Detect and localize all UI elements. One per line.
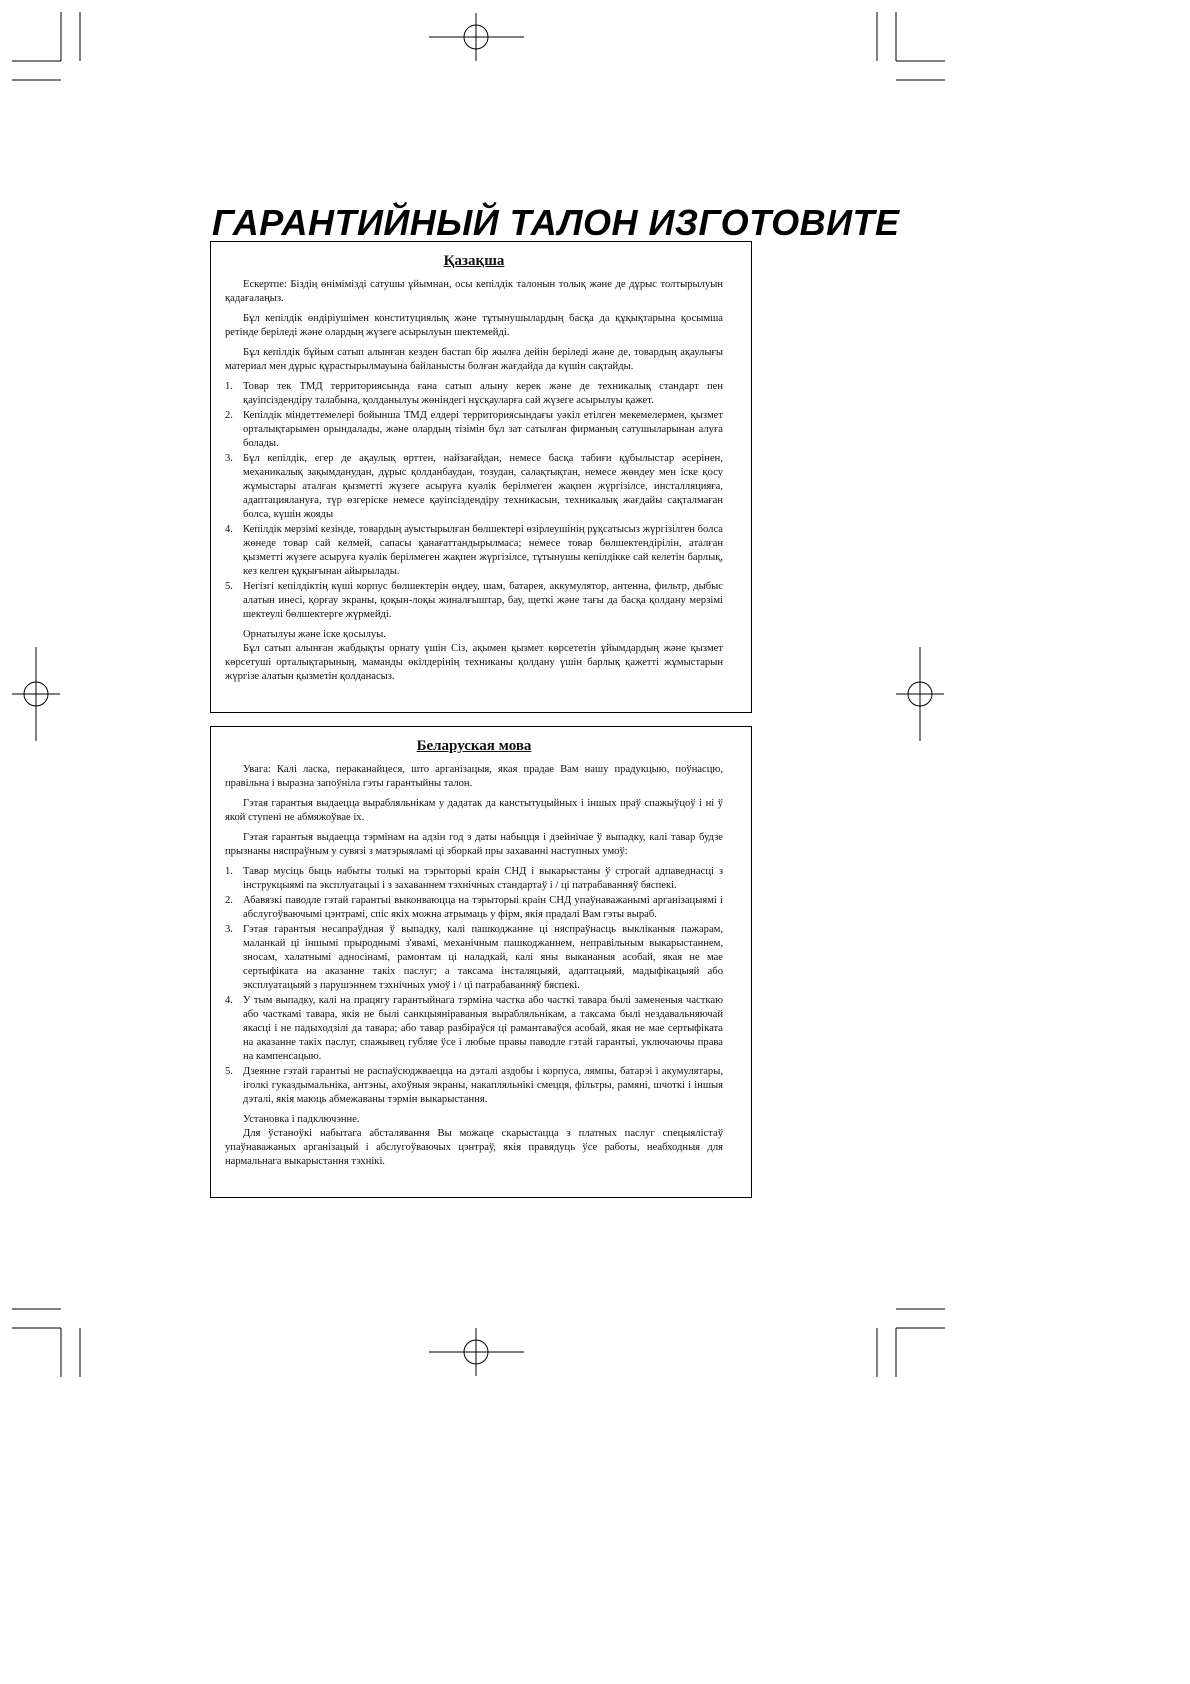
page-title: ГАРАНТИЙНЫЙ ТАЛОН ИЗГОТОВИТЕ	[212, 202, 900, 243]
list-item: 4. У тым выпадку, калі на працягу гарантыйнага тэрміна частка або часткі тавара былі замененыя часткаю або часткамі тавара, якія не былі санкцыянiраваныя вырабляльнікам, а таксама былі нездавальняючай якасці і не падыходзілі да тавара; або тавар разбіраўся ці рамантаваўся асобай, якая не мае сертыфіката на аказанне такіх паслуг, спажывец губляе ўсе і любые правы паводле гэтай гарантыі, уключаючы права на кампенсацыю.	[225, 995, 723, 1062]
list-item: 2. Кепілдік міндеттемелері бойынша ТМД елдері территориясындағы уәкіл етілген мекемелермен, қызмет орталықтарымен орындалады, және олардың тізімін бұл зат сатылған фирманың сатушыларынан алуға болады.	[225, 410, 723, 449]
kazakh-paragraph: Бұл кепілдік бұйым сатып алынған кезден бастап бір жылға дейін беріледі және де, товардың ақаулығы материал мен дұрыс құрастырылмауына байланысты болған жағдайда да күшін сақтайды.	[225, 347, 723, 372]
belarusian-install-text: Для ўстаноўкі набытага абсталявання Вы можаце скарыстацца з платных паслуг спецыялістаў упаўнаважаных арганізацый і абслугоўваючых цэнтраў, якія правядуць ўсе работы, неабходныя для нармальнага выкарыстання тэхнікі.	[225, 1128, 723, 1167]
list-item: 5. Негізгі кепілдіктің күші корпус бөлшектерін өңдеу, шам, батарея, аккумулятор, антенна, фильтр, дыбыс алатын инесі, қорғау экраны, қоқын-лоқы жиналғыштар, бау, щеткі және тағы да басқа қолдану мерзімі шектеулі бөлшектерге жүрмейді.	[225, 581, 723, 620]
kazakh-paragraph: Бұл кепілдік өндіріушімен конституциялық және тұтынушылардың басқа да құқықтарына қосымша ретінде беріледі және олардың жүзеге асырылуын шектемейді.	[225, 313, 723, 338]
kazakh-note: Ескертпе: Біздің өнімімізді сатушы ұйымнан, осы кепілдік талонын толық және де дұрыс толтырылуын қадағалаңыз.	[225, 279, 723, 304]
belarusian-section	[210, 726, 752, 1198]
list-item: 3. Бұл кепілдік, егер де ақаулық өрттен, найзағайдан, немесе басқа табиғи құбылыстар әсерінен, механикалық зақымданудан, дұрыс қолданбаудан, тозудан, салақтықтан, немесе жөндеу мен іске қосу жұмыстары аталған қызметті жүзеге асыруға куәлік берілмеген жақпен жүргізілсе, инсталляцияға, адаптациялануға, түр өзгеріске немесе қауіпсіздендіру техникасын, техникалық жағдайы сақталмаған болса, күшін жояды	[225, 453, 723, 520]
kazakh-heading: Қазақша	[443, 253, 505, 269]
list-item: 4. Кепілдік мерзімі кезінде, товардың ауыстырылған бөлшектері өзірлеушінің рұқсатысыз жүргізілген болса жөнеде товар сай келмей, сапасы қанағаттандырылмаса; немесе товар бөлшектендірілін, аталған қызметті жүзеге асыруға куәлік берілмеген жақпен жүргізілсе, тұтынушы кепілдікке сай келетін барлық, кез келген құқығынан айырылады.	[225, 524, 723, 577]
list-item: 5. Дзеянне гэтай гарантыі не распаўсюджваецца на дэталі аздобы і корпуса, лямпы, батарэі і акумулятары, іголкі гуказдымальніка, антэны, ахоўныя экраны, накапляльнікі смецця, фільтры, рамяні, шчоткі і іншыя дэталі, якія маюць абмежаваны тэрмін выкарыстання.	[225, 1066, 723, 1105]
belarusian-install-title: Установка і падключэнне.	[243, 1114, 360, 1125]
belarusian-conditions-list	[225, 865, 723, 1107]
kazakh-install-title: Орнатылуы және іске қосылуы.	[243, 629, 386, 640]
page-title-wrap	[212, 202, 900, 243]
list-item: 2. Абавязкі паводле гэтай гарантыі выконваюцца на тэрыторыі краін СНД упаўнаважанымі арганізацыямі і абслугоўваючымі цэнтрамі, спіс якіх можна атрымаць у фірм, якія прадалі Вам гэты выраб.	[225, 895, 723, 920]
list-item: 3. Гэтая гарантыя несапраўдная ў выпадку, калі пашкоджанне ці няспраўнасць выкліканыя пажарам, маланкай ці іншымі прыроднымі з'явамі, механічным пашкоджаннем, неправільным выкарыстаннем, зносам, халатнымі адносінамі, рамонтам ці наладкай, калі яны выкананыя асобай, якая не мае сертыфіката на аказанне такіх паслуг; а таксама інсталяцыяй, адаптацыяй, мадыфікацыяй або эксплуатацыяй з парушэннем тэхнічных умоў і / ці патрабаванняў бяспекі.	[225, 924, 723, 991]
list-item: 1. Товар тек ТМД территориясында ғана сатып алыну керек және де техникалық стандарт пен қауіпсіздендіру талабына, қолданылуы жөніндегі нұсқауларға сай жүзеге асырылуы қажет.	[225, 381, 723, 406]
kazakh-conditions-list	[225, 380, 723, 622]
kazakh-section	[210, 241, 752, 713]
list-item: 1. Тавар мусіць быць набыты толькі на тэрыторыі краін СНД і выкарыстаны ў строгай адпаведнасці з інструкцыямі па эксплуатацыі і з захаваннем тэхнічных стандартаў і / ці патрабаванняў бяспекі.	[225, 866, 723, 891]
belarusian-note: Увага: Калі ласка, пераканайцеся, што арганізацыя, якая прадае Вам нашу прадукцыю, поўнасцю, правільна і выразна запоўніла гэты гарантыйны талон.	[225, 764, 723, 789]
belarusian-heading: Беларуская мова	[416, 738, 532, 754]
belarusian-paragraph: Гэтая гарантыя выдаецца тэрмінам на адзін год з даты набыцця і дзейнічае ў выпадку, калі тавар будзе прызнаны няспраўным у сувязі з матэрыяламі ці зборкай пры захаванні наступных умоў:	[225, 832, 723, 857]
belarusian-paragraph: Гэтая гарантыя выдаецца вырабляльнікам у дадатак да канстытуцыйных і іншых праў спажыўцоў і ні ў якой ступені не абмяжоўвае іх.	[225, 798, 723, 823]
kazakh-install-text: Бұл сатып алынған жабдықты орнату үшін Сіз, ақымен қызмет көрсететін ұйымдардың және қызмет көрсетуші орталықтарының, маманды өкілдерінің техниканы қолдану үшін барлық қажетті жұмыстарын жүргізе алатын қызметін қолданасыз.	[225, 643, 723, 682]
